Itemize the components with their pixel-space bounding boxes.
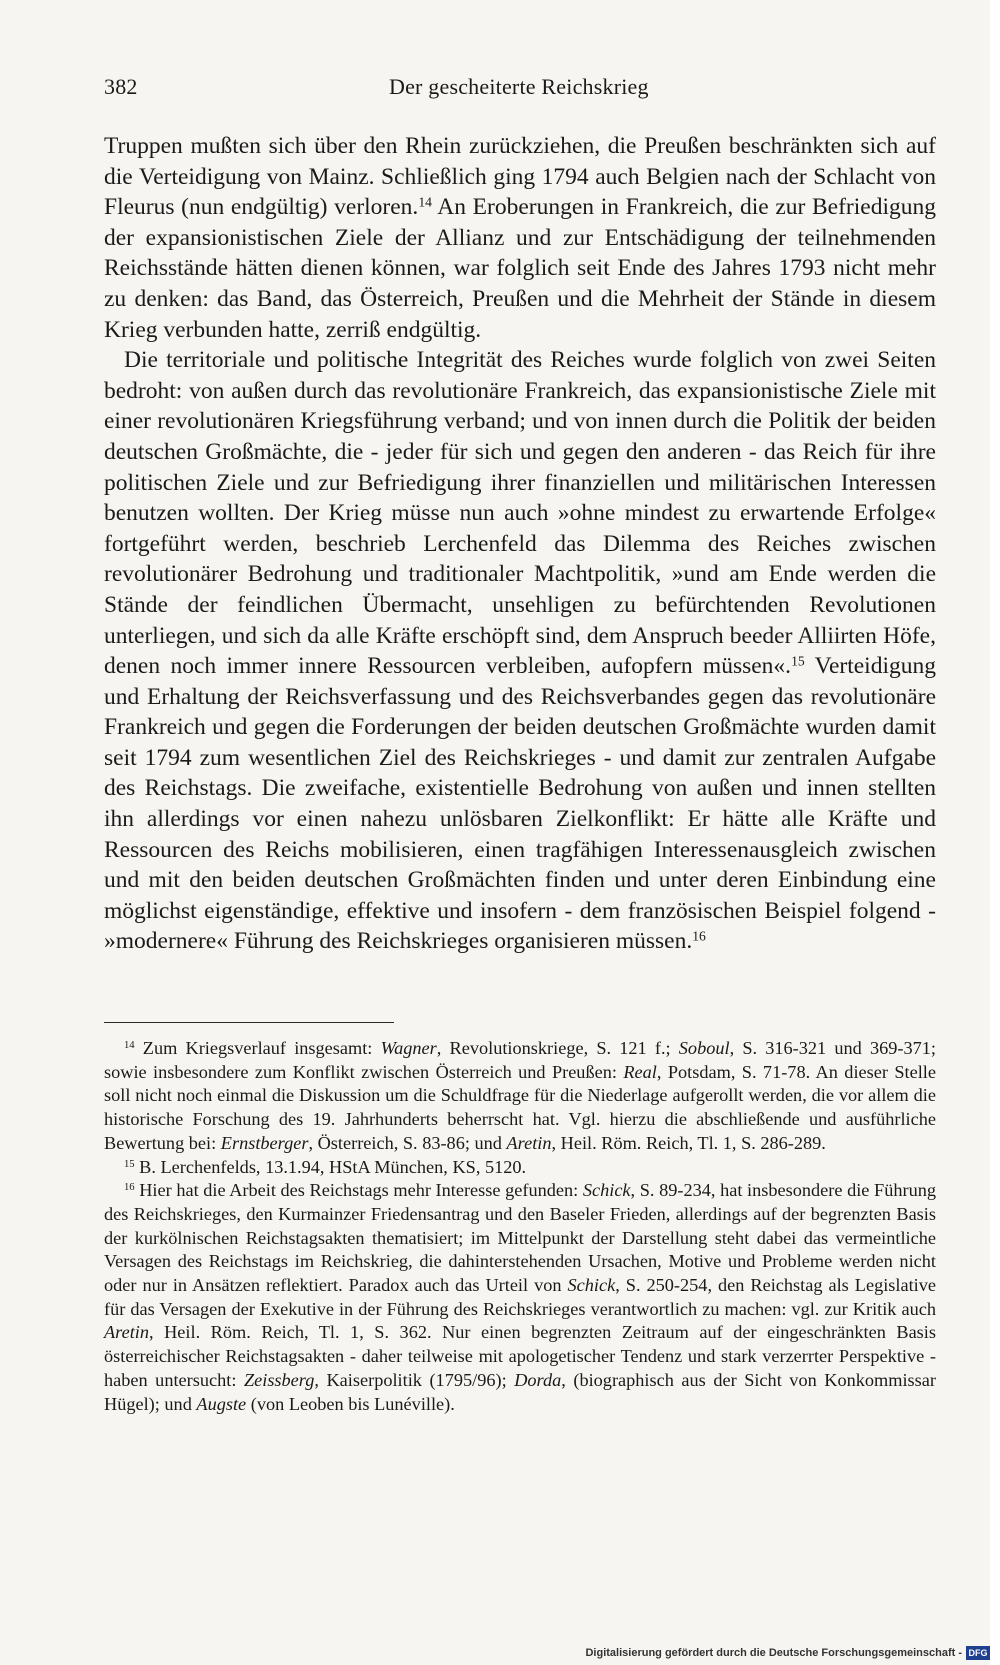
footnote-text: Hier hat die Arbeit des Reichstags mehr Interesse gefunden: (134, 1180, 583, 1201)
footnote-14 (104, 1037, 936, 1156)
author-name: Wagner (380, 1038, 437, 1058)
footnote-text: Zum Kriegsverlauf insgesamt: (134, 1038, 381, 1058)
footnote-number: 14 (124, 1040, 135, 1052)
page-header (104, 74, 936, 108)
paragraph-1-text-a: Truppen mußten sich über den Rhein zurückziehen, die Preußen beschränkten sich auf die Verteidigung von Mainz. Schließlich ging 1794 auch Belgien nach der Schlacht von Fleurus (nun endgültig) verloren. (104, 133, 936, 221)
footnote-text: , S. 89-234, hat insbesondere die Führung des Reichskrieges, den Kurmainzer Friedensantrag und den Baseler Frieden, allerdings auf der begrenzten Basis der kurkölnischen Reichstagsakten thematisiert; im Mittelpunkt der Darstellung steht dabei das vermeintliche Versagen des Reichstags im Reichskrieg, die dahinterstehenden Ursachen, Motive und Probleme werden nicht oder nur in Ansätzen reflektiert. Paradox auch das Urteil von (104, 1180, 936, 1296)
footnote-text: , Heil. Röm. Reich, Tl. 1, S. 286-289. (551, 1132, 826, 1153)
footnote-text: , Potsdam, S. 71-78. An dieser Stelle soll nicht noch einmal die Diskussion um die Schuldfrage für die Niederlage aufgerollt werden, die vor allem die historische Forschung des 19. Jahrhunderts beherrscht hat. Vgl. hierzu die abschließende und ausführliche Bewertung bei: (104, 1061, 936, 1153)
author-name: Schick (582, 1180, 631, 1201)
dfg-logo-icon: DFG (966, 1646, 990, 1660)
footnote-text: , Heil. Röm. Reich, Tl. 1, S. 362. Nur einen begrenzten Zeitraum auf der eingeschränkten Basis österreichischer Reichstagsakten - daher teilweise mit apologetischer Tendenz und stark verzerrter Perspektive - haben untersucht: (104, 1322, 936, 1390)
footnote-text: , Revolutionskriege, S. 121 f.; (436, 1038, 679, 1058)
author-name: Soboul (678, 1038, 730, 1058)
footnote-ref-16: 16 (692, 928, 706, 944)
paragraph-2-text-a: Die territoriale und politische Integrität des Reiches wurde folglich von zwei Seiten bedroht: von außen durch das revolutionäre Frankreich, das expansionistische Ziele mit einer revolutionären Kriegsführung verband; und von innen durch die Politik der beiden deutschen Großmächte, die - jeder für sich und gegen den anderen - das Reich für ihre politischen Ziele und zur Befriedigung ihrer finanziellen und militärischen Interessen benutzen wollten. Der Krieg müsse nun auch »ohne mindest zu erwartende Erfolge« fortgeführt werden, beschrieb Lerchenfeld das Dilemma des Reiches zwischen revolutionärer Bedrohung und traditionaler Machtpolitik, »und am Ende werden die Stände der feindlichen Übermacht, unsehligen zu befürchtenden Revolutionen unterliegen, und sich da alle Kräfte erschöpft sind, dem Anspruch beeder Alliirten Höfe, denen noch immer innere Ressourcen verbleiben, aufopfern müssen«. (104, 347, 936, 680)
footnote-ref-14: 14 (418, 194, 432, 210)
footnotes (104, 1037, 936, 1416)
page-number: 382 (104, 74, 138, 99)
author-name: Aretin (104, 1322, 150, 1343)
paragraph-2-text-b: Verteidigung und Erhaltung der Reichsverfassung und des Reichsverbandes gegen das revolutionäre Frankreich und gegen die Forderungen der beiden deutschen Großmächte wurden damit seit 1794 zum wesentlichen Ziel des Reichskrieges - und damit zur zentralen Aufgabe des Reichstags. Die zweifache, existentielle Bedrohung von außen und innen stellten ihn allerdings vor einen nahezu unlösbaren Zielkonflikt: Er hätte alle Kräfte und Ressourcen des Reichs mobilisieren, einen tragfähigen Interessenausgleich zwischen und mit den beiden deutschen Großmächten finden und unter deren Einbindung eine möglichst eigenständige, effektive und insofern - dem französischen Beispiel folgend - »modernere« Führung des Reichskrieges organisieren müssen. (104, 653, 936, 955)
page-edge-strip (990, 0, 1000, 1665)
author-name: Ernstberger (220, 1132, 309, 1153)
author-name: Dorda (514, 1369, 562, 1390)
footnote-text: , Kaiserpolitik (1795/96); (314, 1369, 515, 1390)
running-head: Der gescheiterte Reichskrieg (389, 74, 649, 99)
footnote-text: , S. 316-321 und 369-371; sowie insbesondere zum Konflikt zwischen Österreich und Preußen: (104, 1038, 936, 1082)
footnote-16 (104, 1179, 936, 1416)
author-name: Augste (196, 1393, 247, 1414)
digitization-credit: Digitalisierung gefördert durch die Deutsche Forschungsgemeinschaft - (585, 1647, 962, 1659)
paragraph-1-text-b: An Eroberungen in Frankreich, die zur Befriedigung der expansionistischen Ziele der Allianz und zur Entschädigung der teilnehmenden Reichsstände hätten dienen können, war folglich seit Ende des Jahres 1793 nicht mehr zu denken: das Band, das Österreich, Preußen und die Mehrheit der Stände in diesem Krieg verbunden hatte, zerriß endgültig. (104, 194, 936, 343)
footnote-number: 16 (124, 1182, 135, 1194)
footnote-text: B. Lerchenfelds, 13.1.94, HStA München, KS, 5120. (134, 1156, 527, 1177)
footnote-text: (von Leoben bis Lunéville). (246, 1393, 455, 1414)
author-name: Schick (567, 1275, 616, 1296)
footnote-15 (104, 1156, 936, 1180)
footnote-number: 15 (124, 1158, 135, 1170)
author-name: Aretin (506, 1132, 552, 1153)
footnote-text: , S. 250-254, den Reichstag als Legislative für das Versagen der Exekutive in der Führung des Reichskrieges verantwortlich zu machen: vgl. zur Kritik auch (104, 1275, 937, 1319)
main-text (104, 131, 936, 957)
footnote-ref-15: 15 (791, 653, 805, 669)
paragraph-1 (104, 131, 936, 345)
footnote-text: , (biographisch aus der Sicht von Konkommissar Hügel); und (104, 1369, 936, 1414)
author-name: Real (623, 1061, 657, 1082)
footnote-text: , Österreich, S. 83-86; und (308, 1132, 507, 1153)
author-name: Zeissberg (243, 1369, 315, 1390)
paragraph-2 (104, 345, 936, 957)
footnote-separator (104, 1022, 394, 1023)
